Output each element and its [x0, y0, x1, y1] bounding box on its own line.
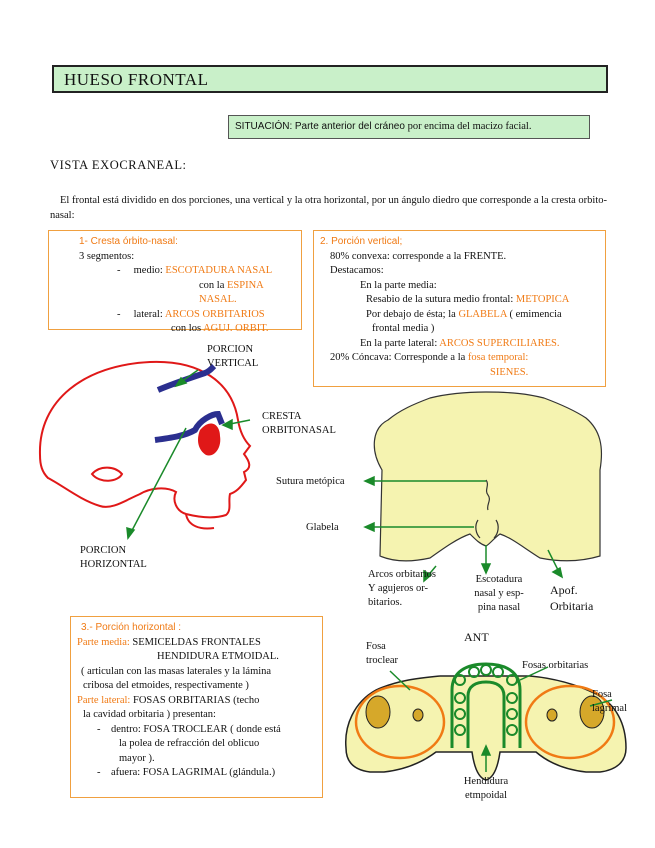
frontal-front-drawing	[374, 392, 601, 561]
section-heading: VISTA EXOCRANEAL:	[50, 158, 187, 172]
label-fosa-lagrimal-line1: Fosa	[592, 689, 612, 700]
intro-paragraph: El frontal está dividido en dos porciones, una vertical y la otra horizontal, por un ángulo diedro que corresponde a la cresta orbito-nasal:	[50, 195, 607, 221]
situacion-sans-text: Parte anterior del cráneo	[294, 121, 405, 132]
box3-pm-2: HENDIDURA ETMOIDAL.	[157, 651, 279, 662]
label-cresta-line1: CRESTA	[262, 411, 302, 422]
label-arcos-line1: Arcos orbitarios	[368, 569, 436, 580]
box3-afuera-row: - afuera: FOSA LAGRIMAL (glándula.)	[97, 767, 276, 778]
box1-con-los: con los	[171, 323, 202, 334]
box2-line3: En la parte media:	[360, 279, 437, 291]
box1-medio-value: ESCOTADURA NASAL	[165, 265, 273, 276]
label-fosas-orbitarias: Fosas orbitarias	[522, 660, 589, 671]
situacion-text: por encima del macizo facial.	[407, 121, 532, 132]
box-horizontal	[70, 616, 323, 798]
box3-pm-label: Parte media:	[77, 636, 130, 648]
label-sutura-metopica: Sutura metópica	[276, 476, 345, 487]
box2-line7-a: En la parte lateral:	[360, 337, 438, 349]
box3-heading: 3.- Porción horizontal :	[81, 622, 182, 633]
label-escot-line1: Escotadura	[475, 574, 523, 585]
skull-nasal-red	[198, 423, 220, 455]
box1-lateral-label: lateral:	[133, 308, 163, 320]
label-porcion-horizontal-line1: PORCION	[80, 545, 127, 556]
page-title: HUESO FRONTAL	[52, 65, 608, 93]
box2-line4-a: Resabio de la sutura medio frontal:	[366, 294, 514, 305]
label-arcos-line3: bitarios.	[368, 597, 403, 608]
box2-heading: 2. Porción vertical;	[320, 236, 403, 247]
box2-line8-a: 20% Cóncava: Corresponde a la	[330, 352, 466, 363]
box3-dentro-3: mayor ).	[119, 752, 155, 764]
label-cresta-line2: ORBITONASAL	[262, 425, 336, 436]
box3-dentro-1: dentro: FOSA TROCLEAR ( donde está	[111, 723, 281, 735]
label-cresta-orbitonasal	[262, 410, 336, 438]
box2-line1: 80% convexa: corresponde a la FRENTE.	[330, 250, 507, 262]
box2-line9: SIENES.	[490, 366, 529, 378]
label-porcion-vertical	[207, 343, 258, 371]
box2-line6: frontal media )	[372, 323, 435, 334]
box3-dentro-2: la polea de refracción del oblicuo	[119, 738, 260, 749]
label-escot-line3: pina nasal	[477, 602, 521, 613]
box3-pm-row	[71, 636, 322, 651]
box1-segments: 3 segmentos:	[79, 250, 135, 262]
label-fosa-troclear-line2: troclear	[366, 655, 399, 666]
box2-line5-c: ( emimencia	[509, 308, 562, 320]
label-apof-line2: Orbitaria	[550, 599, 594, 613]
label-hendidura-line1: Hendidura	[463, 776, 509, 787]
label-arcos-orbitarios	[368, 568, 460, 610]
label-fosa-lagrimal-line2: lagrimal	[592, 703, 627, 714]
label-hendidura-etmoidal	[450, 775, 522, 803]
box2-line4-b: METOPICA	[515, 294, 570, 305]
box3-pl-1: FOSAS ORBITARIAS (techo	[132, 694, 260, 706]
label-escotadura-nasal	[466, 573, 532, 615]
box3-pm-1: SEMICELDAS FRONTALES	[132, 636, 261, 648]
situacion-label: SITUACIÓN:	[235, 121, 293, 132]
box2-line5-a: Por debajo de ésta; la	[366, 308, 456, 320]
box1-medio-row: - medio: ESCOTADURA NASAL	[117, 265, 273, 276]
label-apof-line1: Apof.	[550, 583, 578, 597]
box1-lateral-row: - lateral: ARCOS ORBITARIOS	[117, 308, 265, 320]
box1-aguj: AGUJ. ORBIT.	[203, 323, 269, 334]
label-ant: ANT	[464, 630, 489, 644]
box1-heading: 1- Cresta órbito-nasal:	[79, 236, 178, 247]
label-fosa-troclear-line1: Fosa	[366, 641, 386, 652]
label-porcion-vertical-line1: PORCION	[207, 344, 254, 355]
box1-lateral-value: ARCOS ORBITARIOS	[164, 308, 265, 320]
box3-afuera: afuera: FOSA LAGRIMAL (glándula.)	[111, 767, 276, 778]
box3-dentro-row: - dentro: FOSA TROCLEAR ( donde está	[97, 723, 281, 735]
box3-pl-label: Parte lateral:	[77, 694, 131, 706]
box3-pm-3: ( articulan con las masas laterales y la lámina	[81, 665, 272, 677]
label-porcion-vertical-line2: VERTICAL	[207, 358, 259, 369]
label-apof-orbitaria	[550, 582, 593, 614]
box2-line7-b: ARCOS SUPERCILIARES.	[439, 337, 560, 349]
box1-medio-label: medio:	[133, 265, 163, 276]
box1-espina: ESPINA NASAL.	[199, 279, 264, 305]
box2-line8-b: fosa temporal:	[467, 352, 529, 363]
box2-line5-b: GLABELA	[458, 308, 507, 320]
box3-pl-row	[71, 694, 322, 709]
label-porcion-horizontal-line2: HORIZONTAL	[80, 559, 147, 570]
label-fosa-lagrimal	[592, 688, 627, 716]
box1-con-la: con la	[199, 279, 225, 291]
box3-pl-2: la cavidad orbitaria ) presentan:	[83, 709, 216, 720]
label-glabela: Glabela	[306, 522, 339, 533]
label-escot-line2: nasal y esp-	[474, 588, 524, 599]
label-arcos-line2: Y agujeros or-	[368, 583, 429, 594]
box2-line2: Destacamos:	[330, 265, 384, 276]
box3-pm-4: cribosa del etmoides, respectivamente )	[83, 680, 249, 691]
label-porcion-horizontal	[80, 544, 147, 572]
label-hendidura-line2: etmpoidal	[465, 790, 507, 801]
label-fosa-troclear	[366, 640, 398, 668]
